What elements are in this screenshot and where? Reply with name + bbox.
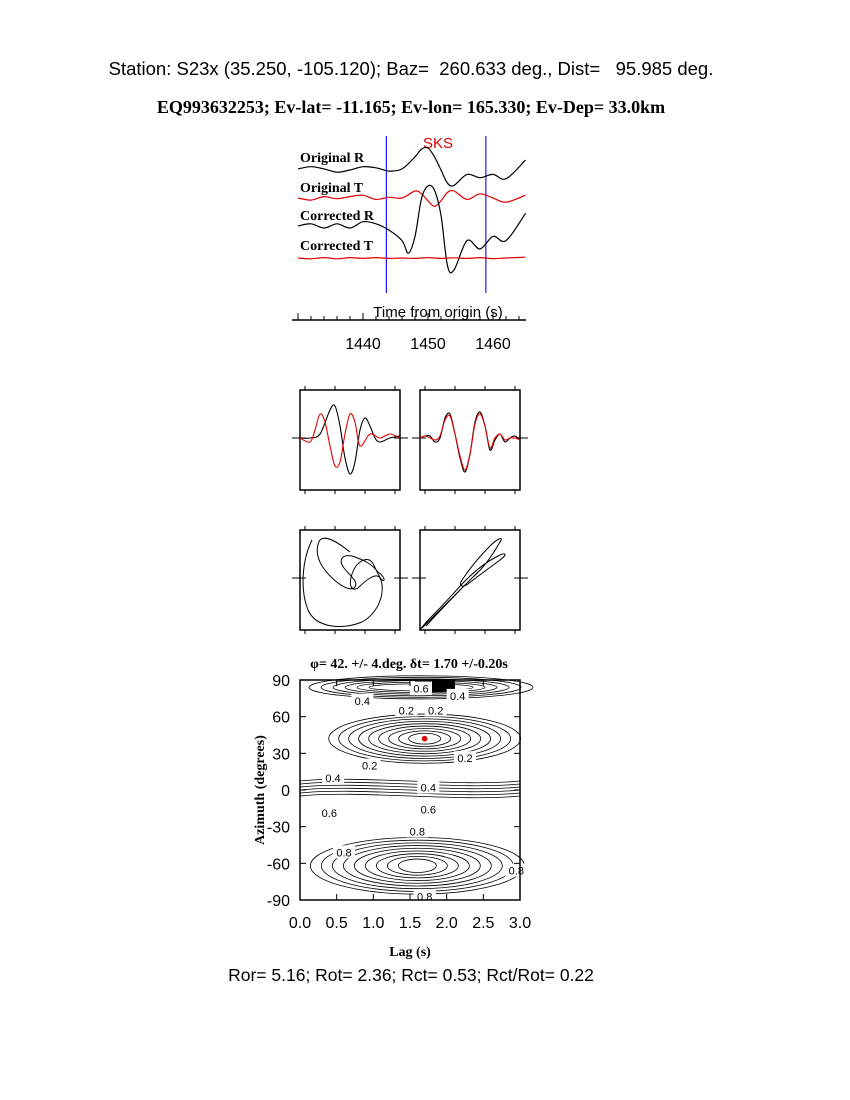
lag-tick-label: 1.0	[362, 915, 385, 932]
lag-tick-label: 2.0	[435, 915, 458, 932]
azimuth-tick-label: -60	[266, 856, 290, 874]
contour-label: 0.4	[420, 782, 436, 795]
particle-motion-corrected-trace	[420, 539, 505, 630]
contour-label: 0.8	[409, 826, 425, 839]
event-info-title: EQ993632253; Ev-lat= -11.165; Ev-lon= 165.330; Ev-Dep= 33.0km	[156, 97, 666, 117]
error-surface-xlabel: Lag (s)	[389, 945, 431, 960]
contour-label: 0.2	[428, 705, 444, 718]
contour-label: 0.2	[362, 760, 378, 773]
panel-waveform-trace	[420, 412, 520, 472]
azimuth-tick-label: -30	[266, 819, 290, 837]
error-surface-ylabel: Azimuth (degrees)	[253, 735, 268, 845]
summary-ratios: Ror= 5.16; Rot= 2.36; Rct= 0.53; Rct/Rot= 0.22	[228, 965, 594, 985]
contour-line	[365, 851, 469, 881]
azimuth-tick-label: -90	[266, 893, 290, 910]
contour-label: 0.6	[420, 804, 436, 817]
trace-label-corrected-t: Corrected T	[300, 239, 373, 254]
lag-tick-label: 0.5	[325, 915, 348, 932]
contour-label: 0.8	[508, 865, 524, 878]
particle-motion-corrected-path	[420, 539, 505, 630]
panel-ticks	[292, 386, 528, 634]
waveform-panel	[292, 135, 526, 353]
station-info-title: Station: S23x (35.250, -105.120); Baz= 260.633 deg., Dist= 95.985 deg.	[108, 58, 714, 79]
azimuth-tick-label: 30	[272, 746, 290, 764]
time-tick-label: 1460	[475, 336, 511, 353]
contour-label: 0.4	[450, 690, 466, 703]
panel-traces	[300, 405, 520, 474]
trace-label-corrected-r: Corrected R	[300, 209, 374, 224]
trace-corrected-t	[298, 257, 526, 259]
contour-line	[376, 854, 458, 878]
lag-tick-label: 0.0	[288, 915, 312, 932]
error-surface-title: φ= 42. +/- 4.deg. δt= 1.70 +/-0.20s	[310, 657, 508, 672]
azimuth-tick-label: 90	[272, 673, 290, 690]
phase-label: SKS	[422, 135, 454, 152]
small-panels	[292, 386, 528, 634]
panel-original-particle-motion	[300, 530, 400, 630]
time-tick-label: 1450	[410, 336, 446, 353]
lag-tick-label: 3.0	[508, 915, 532, 932]
particle-motion-original-trace	[303, 538, 384, 626]
contour-label: 0.8	[417, 891, 433, 904]
trace-label-original-r: Original R	[300, 151, 365, 166]
azimuth-tick-label: 60	[272, 709, 290, 727]
contour-label: 0.2	[398, 705, 414, 718]
azimuth-tick-label: 0	[281, 783, 290, 800]
contour-label: 0.8	[336, 847, 352, 860]
particle-motion-original-path	[303, 538, 384, 626]
contour-line	[398, 859, 436, 872]
contour-label: 0.6	[321, 808, 337, 821]
trace-label-original-t: Original T	[300, 181, 364, 196]
panel-waveform-trace	[300, 405, 400, 474]
time-axis-label: Time from origin (s)	[373, 304, 503, 321]
lag-tick-label: 2.5	[472, 915, 495, 932]
contour-label: 0.6	[413, 683, 429, 696]
contour-label: 0.2	[457, 753, 473, 766]
contour-label: 0.4	[354, 695, 370, 708]
best-fit-marker	[422, 736, 428, 742]
lag-tick-label: 1.5	[398, 915, 422, 932]
contour-line	[332, 843, 502, 889]
contour-label: 0.4	[325, 772, 341, 785]
time-tick-label: 1440	[345, 336, 381, 353]
contour-labels	[318, 682, 527, 904]
error-surface-panel	[253, 657, 533, 960]
